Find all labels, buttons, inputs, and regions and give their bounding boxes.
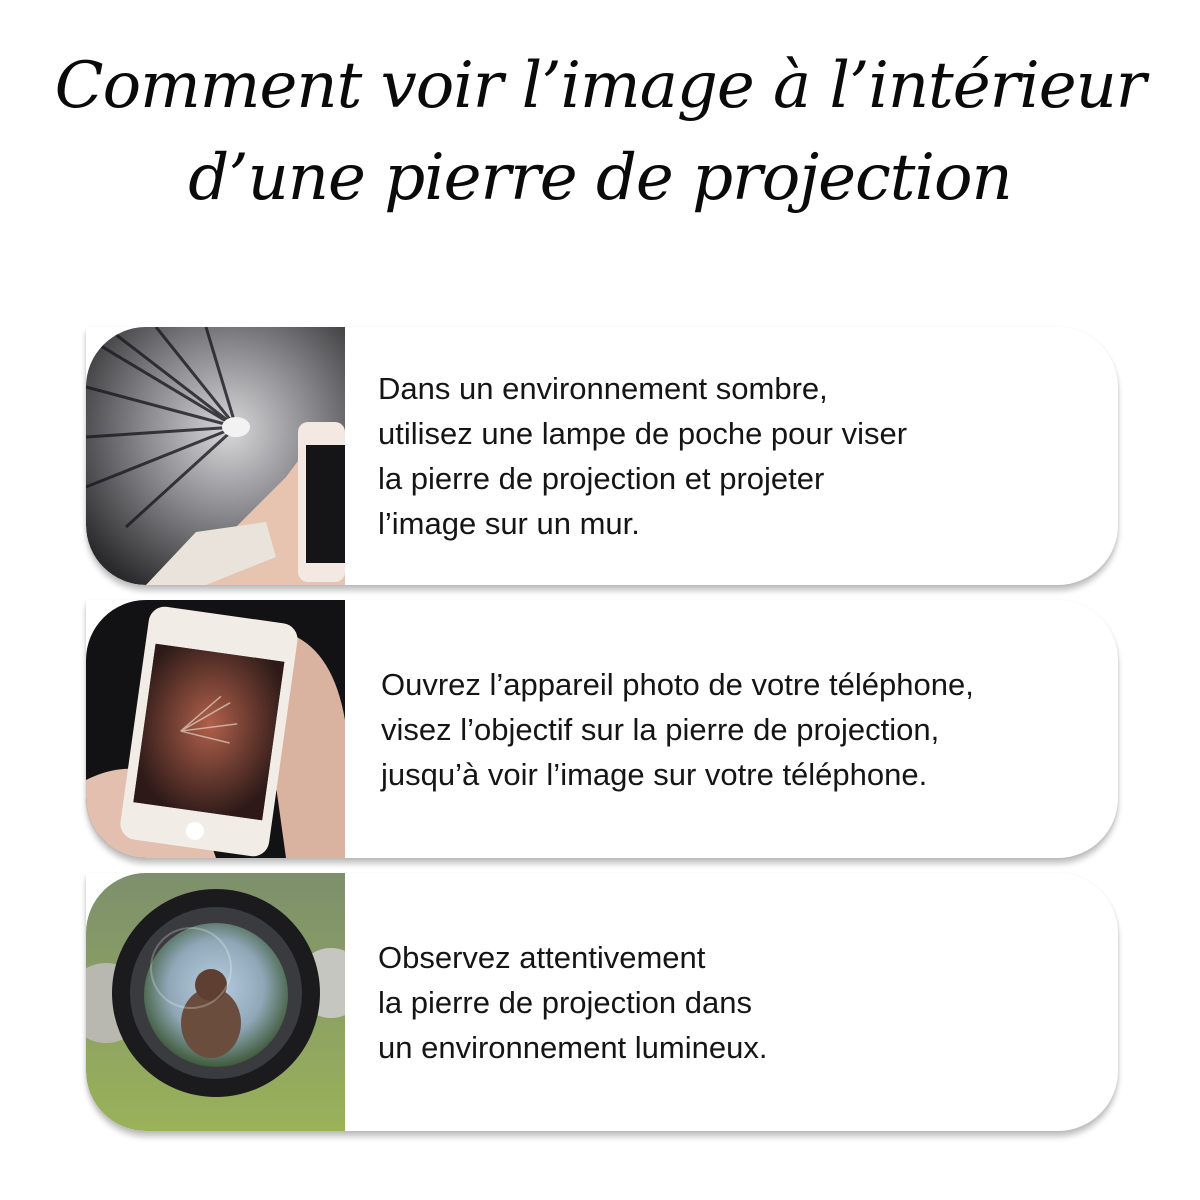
step-1-line-3: la pierre de projection et projeter — [378, 461, 825, 496]
title-line-1: Comment voir l’image à l’intérieur — [54, 49, 1146, 123]
step-card-2 — [86, 600, 1118, 858]
step-card-1 — [86, 327, 1118, 585]
flashlight-projection-image — [86, 327, 345, 585]
step-1-line-2: utilisez une lampe de poche pour viser — [378, 416, 908, 451]
step-3-text — [378, 873, 1098, 1131]
step-2-line-1: Ouvrez l’appareil photo de votre téléphone, — [381, 666, 974, 702]
step-3-line-1: Observez attentivement — [378, 939, 706, 975]
step-2-line-2: visez l’objectif sur la pierre de projection, — [381, 711, 940, 747]
step-1-line-4: l’image sur un mur. — [378, 506, 640, 541]
step-3-photo — [86, 873, 345, 1131]
step-1-photo — [86, 327, 345, 585]
step-2-line-3: jusqu’à voir l’image sur votre téléphone. — [381, 756, 928, 792]
step-1-line-1: Dans un environnement sombre, — [378, 371, 828, 406]
title-line-2: d’une pierre de projection — [188, 141, 1012, 215]
lens-view-image — [86, 873, 345, 1131]
step-1-text — [378, 327, 1098, 585]
page-title — [0, 40, 1200, 224]
step-3-line-2: la pierre de projection dans — [378, 984, 752, 1020]
step-3-line-3: un environnement lumineux. — [378, 1029, 768, 1065]
phone-camera-image — [86, 600, 345, 858]
step-card-3 — [86, 873, 1118, 1131]
step-2-text — [381, 600, 1101, 858]
step-2-photo — [86, 600, 345, 858]
